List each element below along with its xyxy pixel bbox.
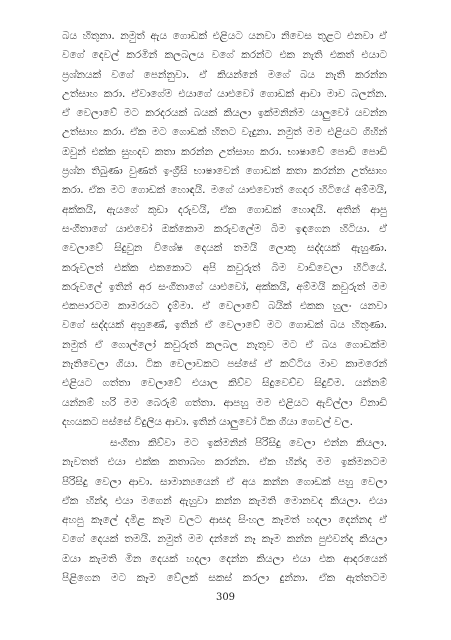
text-line: සංගීතාගේ යාළුවෝ ඔක්කොම කරුවලේම බිම ඉඳගෙන හිටියා. ඒ <box>62 222 387 235</box>
text-line: ප්‍රශ්න තිබුණා වුණත් ඉංග්‍රීසි භාෂාවෙන් ගොඩක් කතා කරන්න උත්සාහ <box>62 165 387 178</box>
text-line: ඒ වෙලාවේ මට කරදරයක් බයක් කියලා ඉක්මනින්ම යාලුවෝ යවන්න <box>62 107 387 120</box>
paragraph-1 <box>62 27 387 432</box>
text-line: කරා. ඒක මට ගොඩක් හොඳයි. මගේ යාළුවොත් ගෙදර හිටියේ අම්මයි, <box>62 184 387 197</box>
text-line: වගේ දෙයක් තමයි. නමුත් මම දන්නේ නෑ කෑම කන්න පුළුවන්ද කියලා <box>62 533 387 546</box>
text-line: වෙලාවේ සිදුවුන විශේෂ දෙයක් තමයි ලොකු සද්දයක් ඇහුණා. <box>62 242 387 255</box>
text-line: ඔයා කැමති මින දෙයක් හදලා දෙන්න කියලා එයා එක ආදරයෙන් <box>62 552 387 565</box>
text-line: අහපු කෑලේ දමිළ කෑම වලට ආසද සිංහල කෑමත් හදලා දෙන්නද ඒ <box>62 514 387 527</box>
text-line: උත්සාහ කරා. ඒවාගේම එයාගේ යාළුවෝ ගොඩක් ආවා මාව බලන්න. <box>62 87 387 100</box>
text-line: වගේ දෙවල් කරමින් කලබලය වගේ කරන්ට එක නැති එකත් එයාට <box>62 49 387 62</box>
paragraph-2 <box>62 434 387 588</box>
text-line: නැවතත් එයා එක්ක කතාබහ කරන්න. ඒක හින්දා මම ඉක්මනටම <box>62 456 387 469</box>
text-line: යන්නම් හරි මම බෙරුම් ගත්තා. ආපහු මම එළියට ඇවිල්ලා විනාඩි <box>62 396 387 409</box>
text-line: උත්සාහ කරා. ඒක මට ගොඩක් හිතට වැදුනා. නමුත් මම එළියට ගිහින් <box>62 126 387 139</box>
text-line: ඒක හින්දා එයා මගෙන් ඇහුවා කන්න කැමති මොනවද කියලා. එයා <box>62 494 387 507</box>
text-line: පිළිගෙන මට කෑම වේලක් සකස් කරලා දුන්නා. ඒක ඇත්තටම <box>62 572 387 585</box>
text-line: නමුත් ඒ ගොල්ලෝ කවුරුත් කලබල නැතුව මට ඒ බය ගොඩක්ම <box>62 338 387 351</box>
text-line: කරුවලේ ඉතින් අර සංගීතාගේ යාළුවෝ, අක්කයි, අම්මයි කවුරුත් මම <box>62 280 387 293</box>
text-line: පිරිසිදු වෙලා ආවා. සාමාන්‍යයෙන් ඒ අය කන්න ගොඩක් පහු වෙලා <box>62 475 387 488</box>
text-line: ප්‍රශ්නයක් වගේ පෙන්නුවා. ඒ කියන්නේ මගේ බය නැති කරන්න <box>62 68 387 81</box>
text-line: ඔවුන් එක්ක සුහදව කතා කරන්න උත්සාහ කරා. භාෂාවේ පොඩි පොඩි <box>62 145 387 158</box>
text-line: සංගීතා කිව්වා මට ඉක්මනින් පිරිසිදු වෙලා එන්න කියලා. <box>110 437 387 449</box>
page-number: 309 <box>215 592 236 603</box>
text-line: කරුවලත් එක්ක එකකොට අපි කවුරුත් බිම වාඩිවෙලා හිටියේ. <box>62 261 387 274</box>
text-line: එළියට ගත්තා වෙලාවේ එයාල කිව්ව සිදුවෙච්ච සිදුවීම. යන්නම් <box>62 377 387 390</box>
text-line: වගේ සද්දයක් අහුණේ, ඉතින් ඒ වෙලාවේ මට ගොඩක් බය හිතුණා. <box>62 319 387 332</box>
text-line: බය හිතුනා. නමුත් ඇය ගොඩක් එළියට යනවා නිවෙස තුළට එනවා ඒ <box>62 30 387 42</box>
text-line: නැතිවෙලා ගියා. ටික වෙලාවකට පස්සේ ඒ කට්ටිය මාව කාමරෙන් <box>62 358 387 371</box>
text-line: එකපාරටම කාමරයට දැම්මා. ඒ වෙලාවේ බයික් එකක හුලං යනවා <box>62 300 387 313</box>
text-line: අක්කයි, ඇයගේ කුඩා දරුවයි, ඒක ගොඩක් හොඳයි. අතින් ආපු <box>62 203 387 216</box>
text-line: දහයකට පස්සේ විදුලිය ආවා. ඉතින් යාලුවෝ ටික ගියා ගෙවල් වල. <box>62 415 353 428</box>
